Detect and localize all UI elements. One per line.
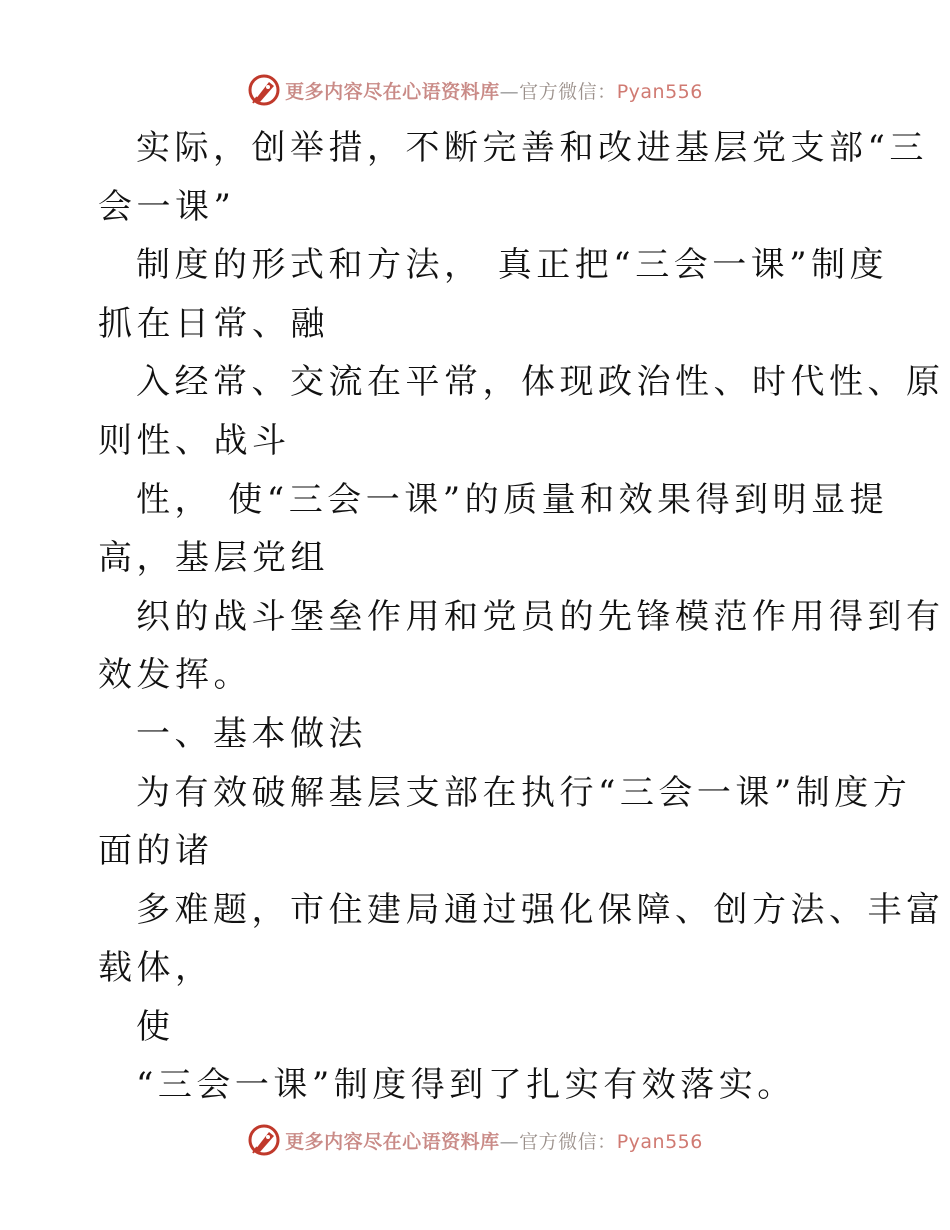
body-line-4: 抓在日常、融 <box>98 304 329 344</box>
pen-nib-logo-icon <box>247 1123 281 1157</box>
body-line-8: 高，基层党组 <box>98 538 329 578</box>
watermark-main: 更多内容尽在心语资料库 <box>285 1130 500 1153</box>
body-line-6: 则性、战斗 <box>98 421 291 461</box>
watermark-separator: — <box>499 80 520 103</box>
body-line-1: 实际，创举措，不断完善和改进基层党支部“三 <box>136 128 928 168</box>
body-line-5: 入经常、交流在平常，体现政治性、时代性、原 <box>136 362 945 402</box>
watermark-separator: — <box>499 1130 520 1153</box>
body-line-13: 面的诸 <box>98 831 214 871</box>
body-line-12: 为有效破解基层支部在执行“三会一课”制度方 <box>136 773 912 813</box>
watermark-wechat-label: 官方微信： <box>519 1130 617 1153</box>
watermark-wechat-label: 官方微信： <box>519 80 617 103</box>
body-line-17: “三会一课”制度得到了扎实有效落实。 <box>136 1065 796 1105</box>
body-line-10: 效发挥。 <box>98 655 252 695</box>
watermark-main: 更多内容尽在心语资料库 <box>285 80 500 103</box>
body-line-7: 性， 使“三会一课”的质量和效果得到明显提 <box>136 480 889 520</box>
body-line-16: 使 <box>136 1007 175 1047</box>
body-line-15: 载体， <box>98 948 214 988</box>
body-line-3: 制度的形式和方法， 真正把“三会一课”制度 <box>136 245 889 285</box>
body-line-9: 织的战斗堡垒作用和党员的先锋模范作用得到有 <box>136 597 945 637</box>
body-line-14: 多难题，市住建局通过强化保障、创方法、丰富 <box>136 890 945 930</box>
footer-watermark-banner <box>0 1120 950 1160</box>
body-line-2: 会一课” <box>98 187 236 227</box>
watermark-wechat-id: Pyan556 <box>616 80 703 103</box>
watermark-text <box>285 1127 703 1154</box>
watermark-wechat-id: Pyan556 <box>616 1130 703 1153</box>
section-heading: 一、基本做法 <box>136 714 367 754</box>
